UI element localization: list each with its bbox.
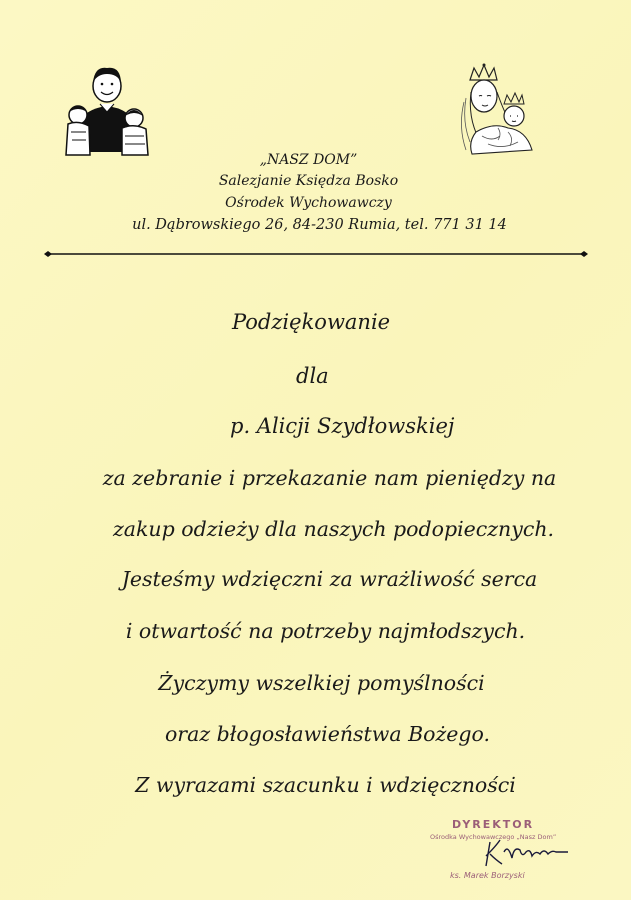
director-stamp	[428, 814, 598, 886]
don-bosco-logo	[62, 60, 152, 160]
letter-for: dla	[296, 364, 329, 388]
institution-org: Salezjanie Księdza Bosko	[218, 173, 399, 189]
letter-line: za zebranie i przekazanie nam pieniędzy na	[102, 466, 557, 490]
stamp-title: DYREKTOR	[452, 818, 535, 831]
letter-line: Jesteśmy wdzięczni za wrażliwość serca	[121, 567, 538, 591]
header-divider	[44, 249, 588, 259]
stamp-institution: Ośrodka Wychowawczego „Nasz Dom”	[430, 833, 557, 841]
letter-line: Z wyrazami szacunku i wdzięczności	[135, 773, 516, 797]
institution-unit: Ośrodek Wychowawczy	[225, 195, 392, 211]
madonna-logo	[448, 62, 538, 157]
letter-line: oraz błogosławieństwa Bożego.	[164, 722, 491, 746]
institution-name: „NASZ DOM”	[259, 152, 358, 168]
letter-title: Podziękowanie	[232, 310, 391, 334]
letter-line: zakup odzieży dla naszych podopiecznych.	[112, 517, 555, 541]
institution-address: ul. Dąbrowskiego 26, 84-230 Rumia, tel. 771 31 14	[132, 217, 507, 233]
stamp-signer: ks. Marek Borzyski	[450, 871, 525, 880]
letter-recipient: p. Alicji Szydłowskiej	[230, 414, 455, 438]
letter-line: i otwartość na potrzeby najmłodszych.	[125, 619, 526, 643]
letter-line: Życzymy wszelkiej pomyślności	[158, 671, 485, 695]
signature-mark	[482, 836, 572, 872]
